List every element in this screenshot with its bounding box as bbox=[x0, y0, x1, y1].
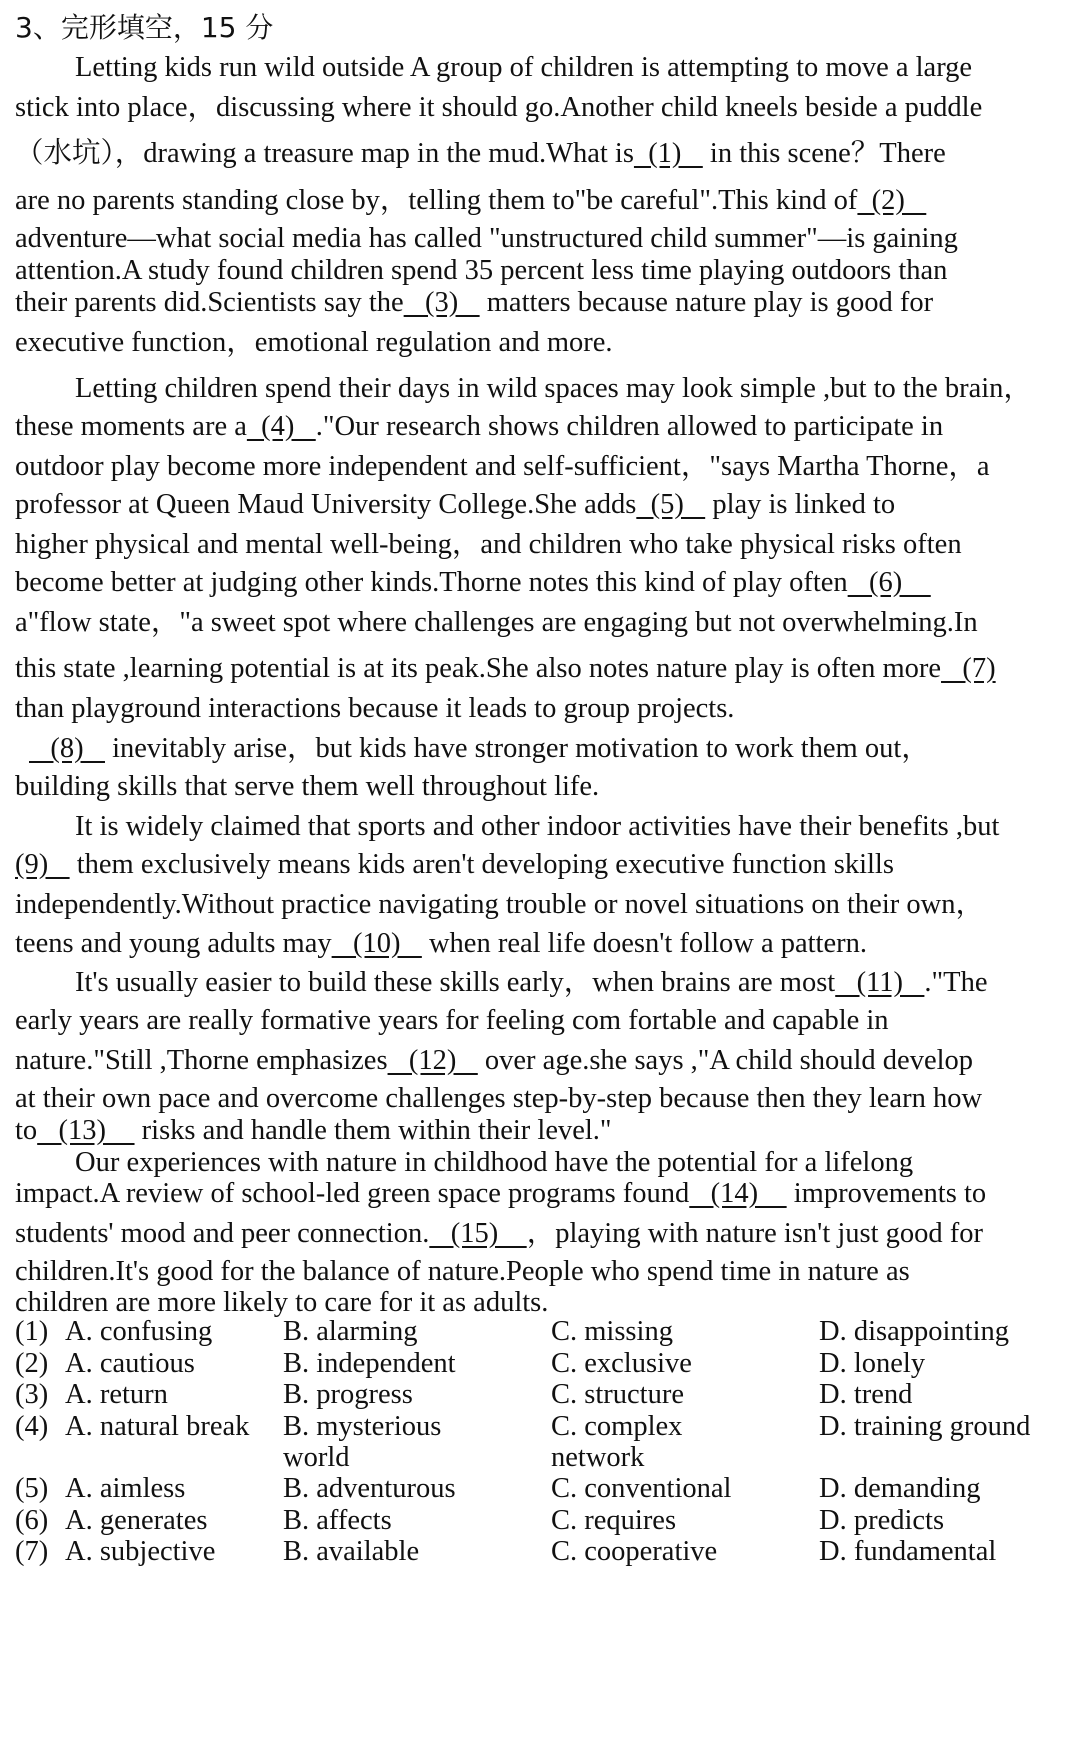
passage-text: students' mood and peer connection. bbox=[15, 1218, 430, 1249]
option-b: B. affects bbox=[283, 1505, 392, 1536]
passage-text: improvements to bbox=[786, 1178, 987, 1209]
passage-text: Letting children spend their days in wild spaces may look simple ,but to the brain， bbox=[75, 373, 1032, 404]
passage-line bbox=[15, 1214, 1072, 1254]
option-b: B. alarming bbox=[283, 1316, 418, 1347]
option-b: B. mysterious bbox=[283, 1411, 442, 1442]
blank: (5) bbox=[636, 489, 706, 520]
option-a: A. generates bbox=[65, 1505, 208, 1536]
passage-text: children.It's good for the balance of nature.People who spend time in nature as bbox=[15, 1256, 910, 1287]
question-number: (4) bbox=[15, 1411, 49, 1442]
passage-line bbox=[15, 885, 1072, 925]
option-d: D. training ground bbox=[819, 1411, 1031, 1442]
passage-line bbox=[15, 323, 1072, 363]
passage-text: these moments are a bbox=[15, 411, 247, 442]
passage-text: attention.A study found children spend 35 percent less time playing outdoors than bbox=[15, 255, 948, 286]
passage-text: a"flow state，"a sweet spot where challenges are engaging but not overwhelming.In bbox=[15, 607, 978, 638]
passage-text: Our experiences with nature in childhood have the potential for a lifelong bbox=[75, 1147, 914, 1178]
passage-line bbox=[15, 447, 1072, 487]
question-number: (7) bbox=[15, 1536, 49, 1567]
option-c: C. cooperative bbox=[551, 1536, 718, 1567]
option-a: A. confusing bbox=[65, 1316, 213, 1347]
option-c: C. structure bbox=[551, 1379, 684, 1410]
passage-line bbox=[15, 407, 1072, 447]
option-b: world bbox=[283, 1442, 350, 1473]
option-d: D. lonely bbox=[819, 1348, 926, 1379]
blank: (3) bbox=[403, 287, 480, 318]
passage-line bbox=[15, 525, 1072, 565]
passage-text: matters because nature play is good for bbox=[479, 287, 934, 318]
option-c: C. requires bbox=[551, 1505, 677, 1536]
option-d: D. fundamental bbox=[819, 1536, 997, 1567]
option-a: A. cautious bbox=[65, 1348, 195, 1379]
question-number: (6) bbox=[15, 1505, 49, 1536]
passage-line bbox=[15, 1041, 1072, 1081]
option-c: C. conventional bbox=[551, 1473, 732, 1504]
passage-text: over age.she says ,"A child should develop bbox=[477, 1045, 974, 1076]
passage-text: them exclusively means kids aren't developing executive function skills bbox=[69, 849, 894, 880]
blank: (14) bbox=[689, 1178, 787, 1209]
passage-line bbox=[15, 603, 1072, 643]
option-b: B. available bbox=[283, 1536, 420, 1567]
passage-text: Letting kids run wild outside A group of children is attempting to move a large bbox=[75, 52, 973, 83]
passage-text: play is linked to bbox=[705, 489, 896, 520]
blank: (12) bbox=[387, 1045, 478, 1076]
passage-line bbox=[15, 181, 1072, 221]
passage-line bbox=[15, 1001, 1072, 1041]
option-row bbox=[15, 1534, 1075, 1570]
option-a: A. natural break bbox=[65, 1411, 250, 1442]
passage-text: ."The bbox=[924, 967, 988, 998]
option-a: A. aimless bbox=[65, 1473, 186, 1504]
option-a: A. return bbox=[65, 1379, 168, 1410]
option-d: D. disappointing bbox=[819, 1316, 1009, 1347]
passage-line bbox=[75, 807, 1072, 847]
question-number: (5) bbox=[15, 1473, 49, 1504]
passage-text: （水坑），drawing a treasure map in the mud.What is bbox=[15, 138, 634, 169]
passage-text: higher physical and mental well-being，and children who take physical risks often bbox=[15, 529, 962, 560]
question-number: (3) bbox=[15, 1379, 49, 1410]
passage-text: adventure—what social media has called "unstructured child summer"—is gaining bbox=[15, 223, 958, 254]
passage-line bbox=[15, 767, 1072, 807]
passage-line bbox=[15, 283, 1072, 323]
option-d: D. predicts bbox=[819, 1505, 945, 1536]
option-c: C. missing bbox=[551, 1316, 673, 1347]
passage-text: teens and young adults may bbox=[15, 928, 332, 959]
option-b: B. adventurous bbox=[283, 1473, 456, 1504]
blank: (6) bbox=[847, 567, 931, 598]
passage-text: executive function，emotional regulation and more. bbox=[15, 327, 613, 358]
passage-text: building skills that serve them well throughout life. bbox=[15, 771, 600, 802]
section-heading: 3、完形填空，15 分 bbox=[15, 11, 274, 44]
passage-line bbox=[15, 924, 1072, 964]
passage-line bbox=[75, 963, 1072, 1003]
passage-line bbox=[75, 48, 1072, 88]
passage-line bbox=[15, 563, 1072, 603]
blank: (15) bbox=[429, 1218, 527, 1249]
blank: (7) bbox=[941, 653, 996, 684]
passage-line bbox=[29, 729, 1072, 769]
blank: (4) bbox=[246, 411, 316, 442]
option-c: C. exclusive bbox=[551, 1348, 692, 1379]
passage-text: nature."Still ,Thorne emphasizes bbox=[15, 1045, 388, 1076]
question-number: (1) bbox=[15, 1316, 49, 1347]
blank: (13) bbox=[37, 1115, 135, 1146]
passage-line bbox=[15, 845, 1072, 885]
passage-text: inevitably arise，but kids have stronger motivation to work them out， bbox=[104, 733, 930, 764]
passage-text: this state ,learning potential is at its peak.She also notes nature play is often more bbox=[15, 653, 942, 684]
passage-line bbox=[75, 369, 1072, 409]
passage-text: in this scene？There bbox=[702, 138, 946, 169]
passage-line bbox=[15, 485, 1072, 525]
option-d: D. trend bbox=[819, 1379, 913, 1410]
passage-text: when real life doesn't follow a pattern. bbox=[421, 928, 867, 959]
passage-text: at their own pace and overcome challenges step-by-step because then they learn how bbox=[15, 1083, 983, 1114]
passage-text: become better at judging other kinds.Thorne notes this kind of play often bbox=[15, 567, 848, 598]
passage-text: It is widely claimed that sports and other indoor activities have their benefits ,but bbox=[75, 811, 1000, 842]
passage-text: independently.Without practice navigating trouble or novel situations on their own， bbox=[15, 889, 984, 920]
option-c: C. complex bbox=[551, 1411, 683, 1442]
blank: (11) bbox=[835, 967, 925, 998]
passage-line bbox=[15, 88, 1072, 128]
passage-text: outdoor play become more independent and self-sufficient，"says Martha Thorne，a bbox=[15, 451, 990, 482]
passage-text: early years are really formative years for feeling com fortable and capable in bbox=[15, 1005, 889, 1036]
blank: (8) bbox=[29, 733, 105, 764]
blank: (1) bbox=[633, 138, 703, 169]
passage-text: ，playing with nature isn't just good for bbox=[526, 1218, 984, 1249]
passage-text: risks and handle them within their level." bbox=[134, 1115, 612, 1146]
passage-text: are no parents standing close by，telling them to"be careful".This kind of bbox=[15, 185, 858, 216]
passage-line bbox=[15, 1174, 1072, 1214]
blank: (2) bbox=[857, 185, 927, 216]
passage-text: than playground interactions because it leads to group projects. bbox=[15, 693, 735, 724]
passage-line bbox=[15, 134, 1072, 174]
passage-line bbox=[15, 689, 1072, 729]
option-b: B. independent bbox=[283, 1348, 456, 1379]
option-row bbox=[15, 1314, 1075, 1350]
option-c: network bbox=[551, 1442, 645, 1473]
passage-text: their parents did.Scientists say the bbox=[15, 287, 404, 318]
option-row bbox=[15, 1377, 1075, 1413]
passage-text: ."Our research shows children allowed to participate in bbox=[315, 411, 944, 442]
option-d: D. demanding bbox=[819, 1473, 981, 1504]
option-row bbox=[15, 1471, 1075, 1507]
passage-text: stick into place，discussing where it should go.Another child kneels beside a puddle bbox=[15, 92, 983, 123]
passage-text: impact.A review of school-led green space programs found bbox=[15, 1178, 690, 1209]
option-a: A. subjective bbox=[65, 1536, 216, 1567]
passage-text: children are more likely to care for it as adults. bbox=[15, 1287, 549, 1318]
blank: (10) bbox=[331, 928, 422, 959]
passage-text: professor at Queen Maud University College.She adds bbox=[15, 489, 637, 520]
passage-line bbox=[15, 649, 1072, 689]
passage-text: It's usually easier to build these skills early，when brains are most bbox=[75, 967, 836, 998]
blank: (9) bbox=[15, 849, 70, 880]
option-b: B. progress bbox=[283, 1379, 413, 1410]
passage-text: to bbox=[15, 1115, 38, 1146]
question-number: (2) bbox=[15, 1348, 49, 1379]
